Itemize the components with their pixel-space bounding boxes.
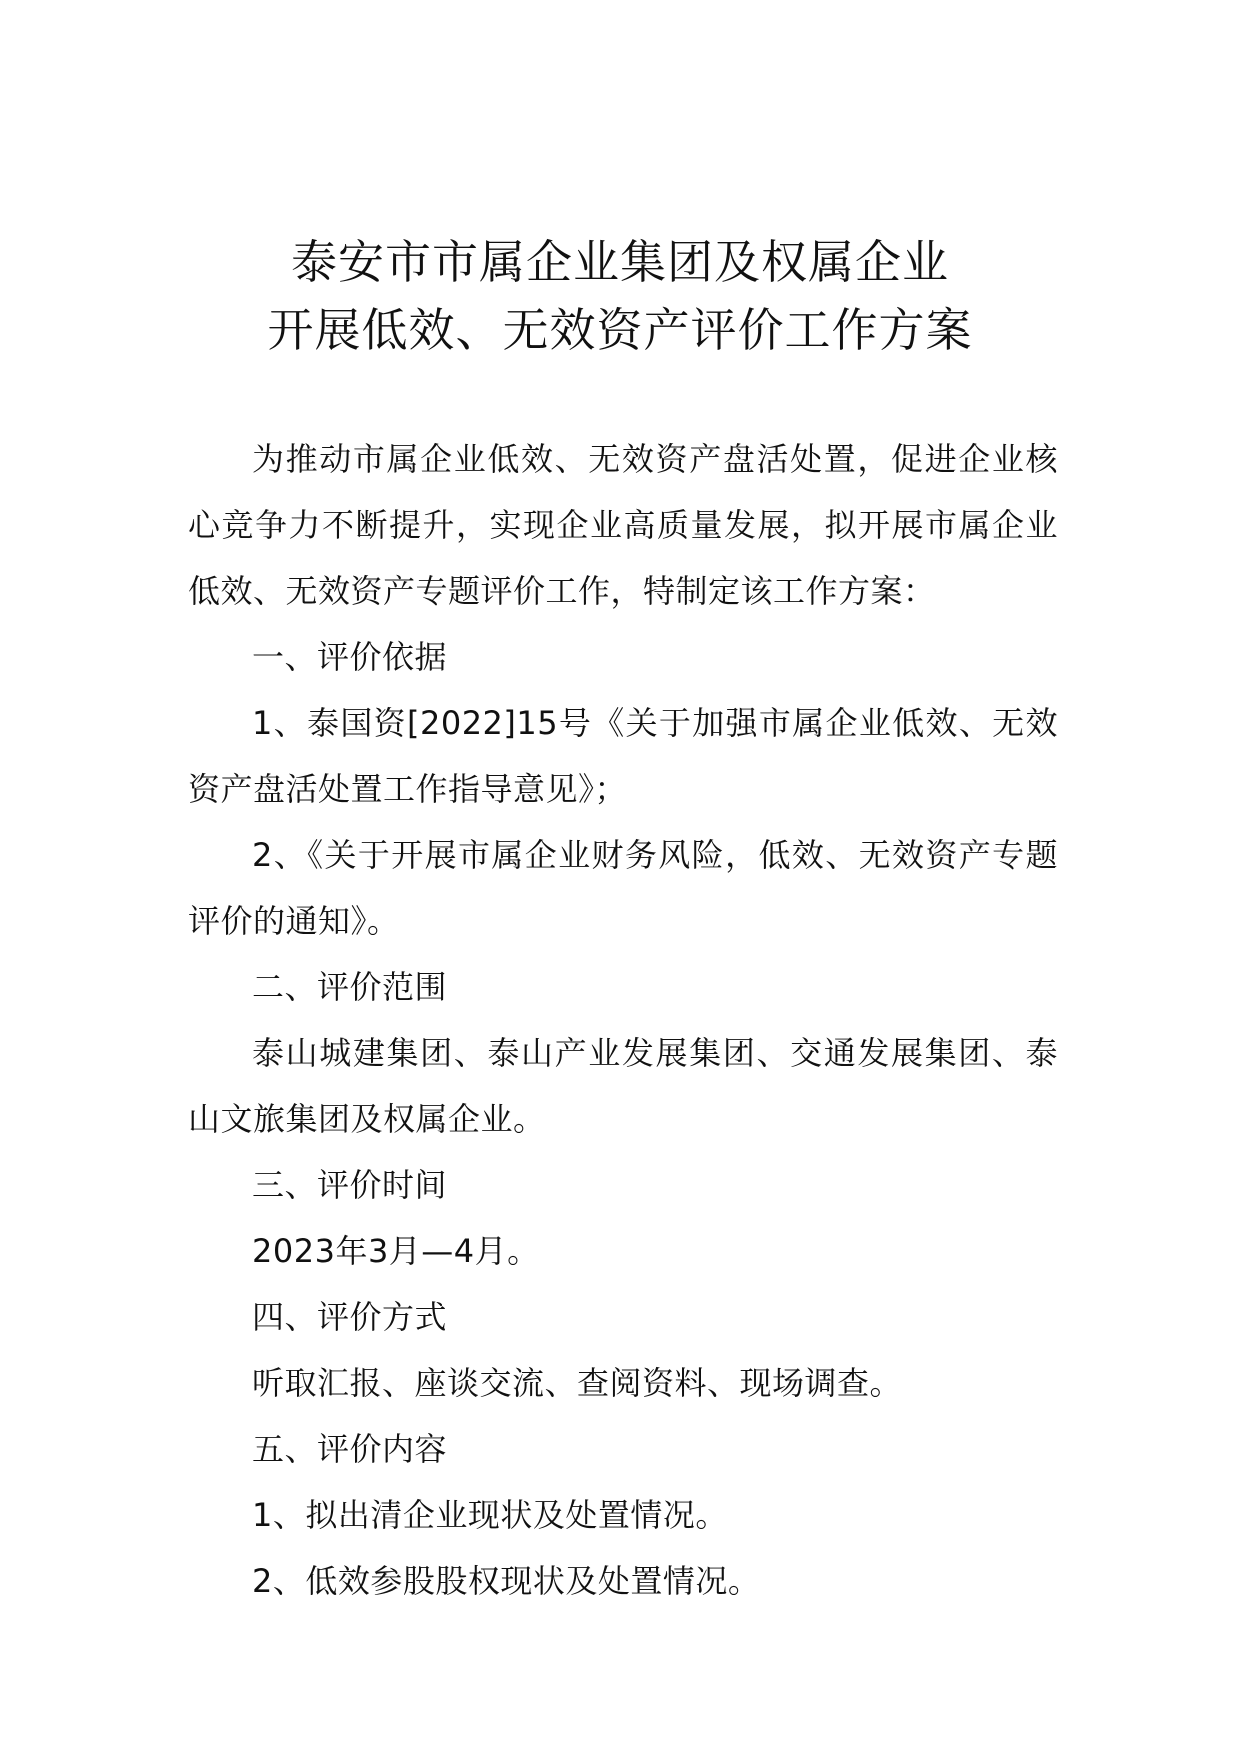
time-paragraph: 2023年3月—4月。	[252, 1232, 540, 1270]
content-item-2: 2、低效参股股权现状及处置情况。	[252, 1562, 761, 1600]
section-heading-scope: 二、评价范围	[252, 968, 448, 1006]
intro-paragraph: 为推动市属企业低效、无效资产盘活处置，促进企业核心竞争力不断提升，实现企业高质量发展，拟开展市属企业低效、无效资产专题评价工作，特制定该工作方案：	[188, 440, 1058, 610]
document-body	[188, 426, 1058, 1614]
document-title-line-1: 泰安市市属企业集团及权属企业	[291, 235, 949, 289]
content-item-1: 1、拟出清企业现状及处置情况。	[252, 1496, 728, 1534]
basis-item-2: 2、《关于开展市属企业财务风险，低效、无效资产专题评价的通知》。	[188, 836, 1058, 940]
section-heading-method: 四、评价方式	[252, 1298, 448, 1336]
basis-item-1: 1、泰国资[2022]15号《关于加强市属企业低效、无效资产盘活处置工作指导意见》；	[188, 704, 1058, 808]
section-heading-basis: 一、评价依据	[252, 638, 448, 676]
section-heading-time: 三、评价时间	[252, 1166, 448, 1204]
document-title-line-2: 开展低效、无效资产评价工作方案	[267, 303, 973, 357]
method-paragraph: 听取汇报、座谈交流、查阅资料、现场调查。	[252, 1364, 903, 1402]
section-heading-content: 五、评价内容	[252, 1430, 448, 1468]
scope-paragraph: 泰山城建集团、泰山产业发展集团、交通发展集团、泰山文旅集团及权属企业。	[188, 1034, 1058, 1138]
